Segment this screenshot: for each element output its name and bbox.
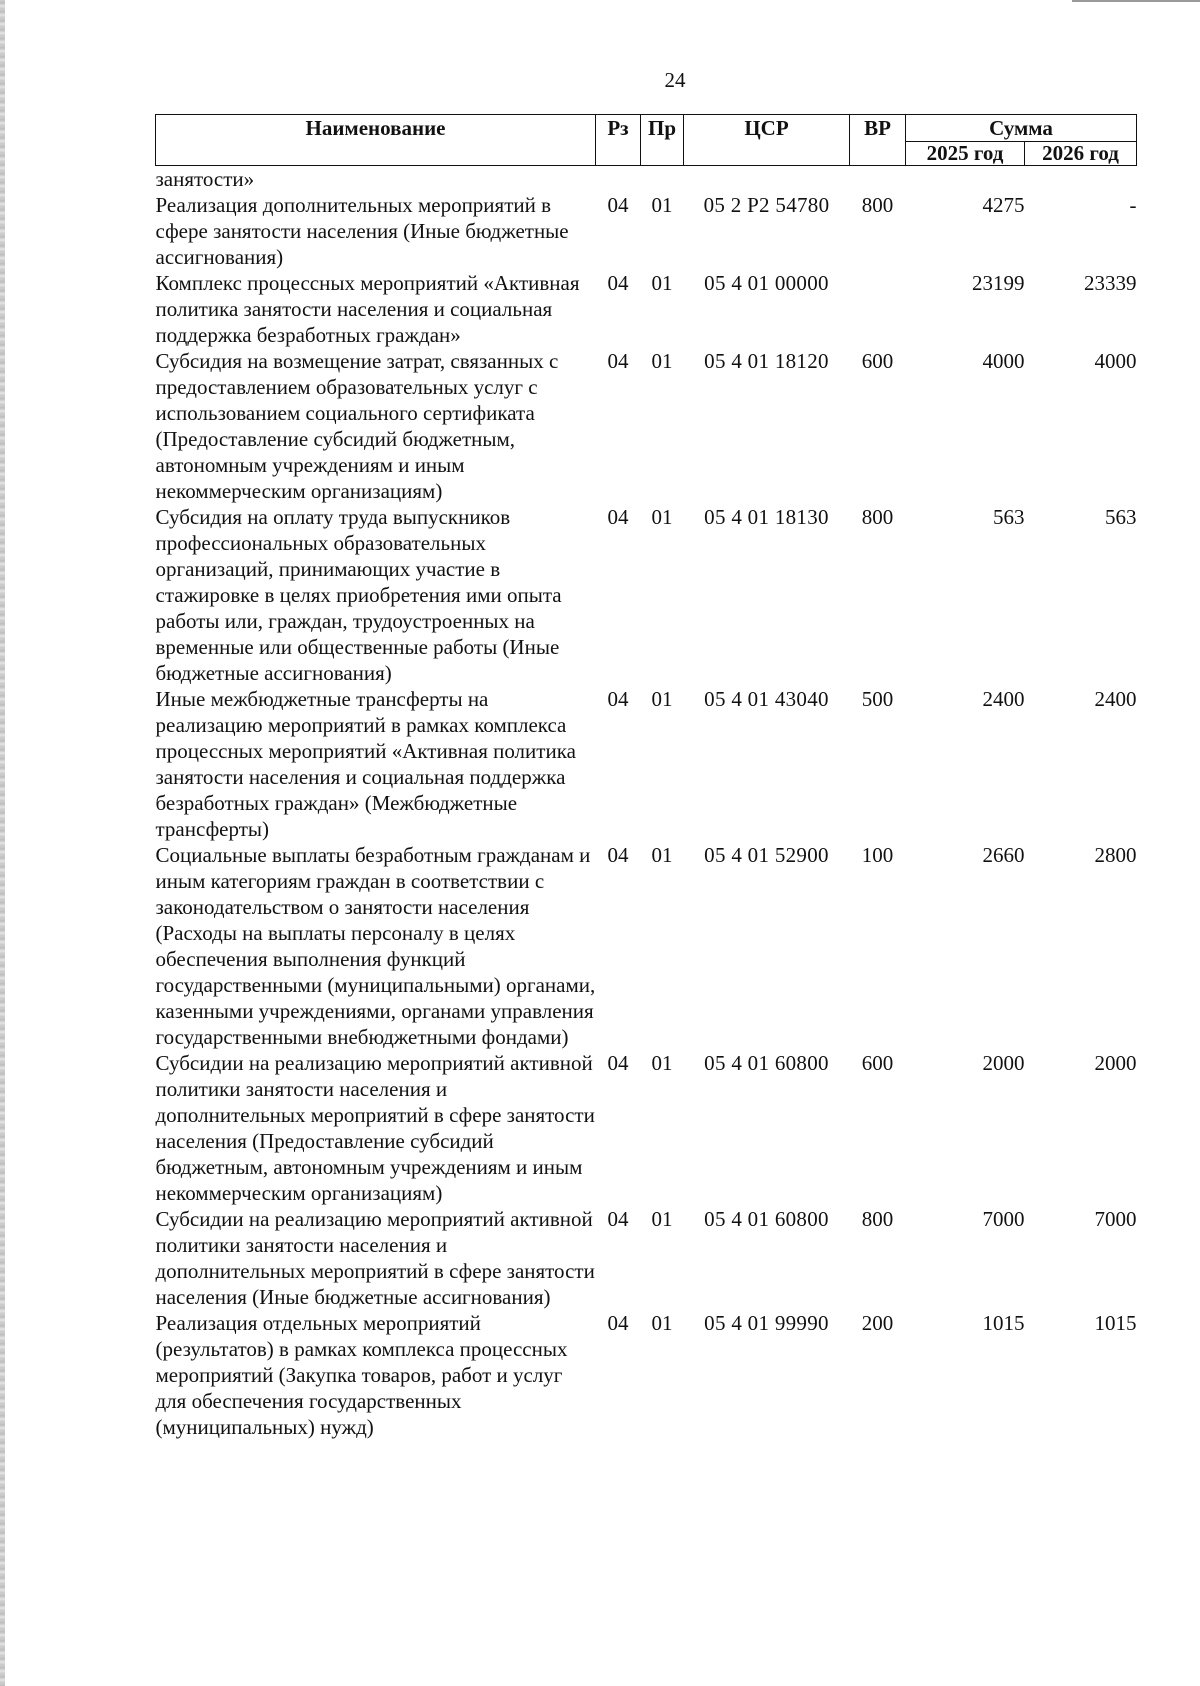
row-csr: 05 2 Р2 54780: [703, 193, 830, 217]
table-row: [156, 504, 1137, 686]
row-vr: 600: [861, 349, 894, 373]
row-pr: 01: [651, 193, 673, 217]
scan-edge: [0, 0, 5, 1686]
row-rz: 04: [607, 271, 629, 295]
table-row: [156, 1310, 1137, 1440]
row-rz: 04: [607, 687, 629, 711]
row-csr: 05 4 01 60800: [704, 1051, 829, 1075]
row-sum-2026: 2800: [1094, 843, 1137, 867]
row-pr: 01: [651, 505, 673, 529]
row-csr: 05 4 01 60800: [704, 1207, 829, 1231]
row-sum-2026: 1015: [1094, 1311, 1137, 1335]
row-sum-2025: 1015: [982, 1311, 1025, 1335]
row-vr: 500: [861, 687, 894, 711]
row-sum-2026: 7000: [1094, 1207, 1137, 1231]
row-vr: 800: [861, 505, 894, 529]
row-pr: 01: [651, 1051, 673, 1075]
row-pr: 01: [651, 687, 673, 711]
row-pr: 01: [651, 843, 673, 867]
row-name: Субсидии на реализацию мероприятий активной политики занятости населения и дополнительных мероприятий в сфере занятости населения (Иные бюджетные ассигнования): [155, 1207, 595, 1309]
table-row: [156, 1206, 1137, 1310]
table-row: [156, 686, 1137, 842]
continuation-text: занятости»: [155, 167, 255, 191]
table-row: [156, 348, 1137, 504]
row-vr: 600: [861, 1051, 894, 1075]
row-rz: 04: [607, 1311, 629, 1335]
row-sum-2026: 23339: [1084, 271, 1137, 295]
row-sum-2025: 23199: [972, 271, 1025, 295]
row-sum-2025: 563: [993, 505, 1025, 529]
row-sum-2026: -: [1129, 193, 1137, 217]
row-csr: 05 4 01 00000: [704, 271, 829, 295]
row-rz: 04: [607, 505, 629, 529]
table-body: [156, 166, 1137, 1441]
row-csr: 05 4 01 18120: [704, 349, 829, 373]
table-row: [156, 270, 1137, 348]
row-csr: 05 4 01 43040: [704, 687, 829, 711]
row-vr: 100: [861, 843, 894, 867]
row-sum-2025: 2000: [982, 1051, 1025, 1075]
row-name: Комплекс процессных мероприятий «Активная политика занятости населения и социальная поддержка безработных граждан»: [155, 271, 580, 347]
row-sum-2026: 4000: [1094, 349, 1137, 373]
header-csr: ЦСР: [684, 115, 850, 166]
row-vr: 800: [861, 1207, 894, 1231]
row-name: Реализация дополнительных мероприятий в сфере занятости населения (Иные бюджетные ассигнования): [155, 193, 569, 269]
table-header: [156, 115, 1137, 166]
row-rz: 04: [607, 1207, 629, 1231]
row-rz: 04: [607, 193, 629, 217]
header-vr: ВР: [850, 115, 906, 166]
row-pr: 01: [651, 349, 673, 373]
row-name: Реализация отдельных мероприятий (результатов) в рамках комплекса процессных мероприятий (Закупка товаров, работ и услуг для обеспечения государственных (муниципальных) нужд): [155, 1311, 568, 1439]
row-name: Субсидия на оплату труда выпускников профессиональных образовательных организаций, принимающих участие в стажировке в целях приобретения ими опыта работы или, граждан, трудоустроенных на временные или общественные работы (Иные бюджетные ассигнования): [155, 505, 562, 685]
header-name: Наименование: [156, 115, 596, 166]
row-sum-2026: 2000: [1094, 1051, 1137, 1075]
row-sum-2025: 2660: [982, 843, 1025, 867]
header-sum: Сумма: [906, 115, 1137, 142]
row-sum-2026: 563: [1105, 505, 1137, 529]
row-vr: 800: [861, 193, 894, 217]
row-name: Социальные выплаты безработным гражданам и иным категориям граждан в соответствии с законодательством о занятости населения (Расходы на выплаты персоналу в целях обеспечения выполнения функций государственными (муниципальными) органами, казенными учреждениями, органами управления государственными внебюджетными фондами): [155, 843, 596, 1049]
budget-table: [155, 114, 1137, 1440]
row-sum-2025: 4000: [982, 349, 1025, 373]
row-sum-2026: 2400: [1094, 687, 1137, 711]
row-name: Субсидии на реализацию мероприятий активной политики занятости населения и дополнительных мероприятий в сфере занятости населения (Предоставление субсидий бюджетным, автономным учреждениям и иным некоммерческим организациям): [155, 1051, 595, 1205]
row-pr: 01: [651, 1311, 673, 1335]
row-rz: 04: [607, 1051, 629, 1075]
row-pr: 01: [651, 1207, 673, 1231]
table-row: [156, 842, 1137, 1050]
row-sum-2025: 2400: [982, 687, 1025, 711]
header-year-2025: 2025 год: [906, 142, 1025, 166]
table-row: [156, 192, 1137, 270]
header-rz: Рз: [596, 115, 641, 166]
table-row: [156, 1050, 1137, 1206]
row-sum-2025: 7000: [982, 1207, 1025, 1231]
row-vr: [850, 270, 906, 348]
row-sum-2025: 4275: [982, 193, 1025, 217]
row-vr: 200: [861, 1311, 894, 1335]
header-pr: Пр: [641, 115, 684, 166]
budget-table-wrapper: [155, 114, 1136, 1440]
row-name: Субсидия на возмещение затрат, связанных с предоставлением образовательных услуг с использованием социального сертификата (Предоставление субсидий бюджетным, автономным учреждениям и иным некоммерческим организациям): [155, 349, 559, 503]
row-pr: 01: [651, 271, 673, 295]
row-csr: 05 4 01 18130: [704, 505, 829, 529]
row-csr: 05 4 01 52900: [704, 843, 829, 867]
table-row-continuation: [156, 166, 1137, 193]
header-year-2026: 2026 год: [1025, 142, 1137, 166]
page-number: 24: [664, 68, 686, 92]
row-rz: 04: [607, 843, 629, 867]
row-name: Иные межбюджетные трансферты на реализацию мероприятий в рамках комплекса процессных мероприятий «Активная политика занятости населения и социальная поддержка безработных граждан» (Межбюджетные трансферты): [155, 687, 576, 841]
row-csr: 05 4 01 99990: [704, 1311, 829, 1335]
top-rule: [1072, 0, 1200, 2]
row-rz: 04: [607, 349, 629, 373]
